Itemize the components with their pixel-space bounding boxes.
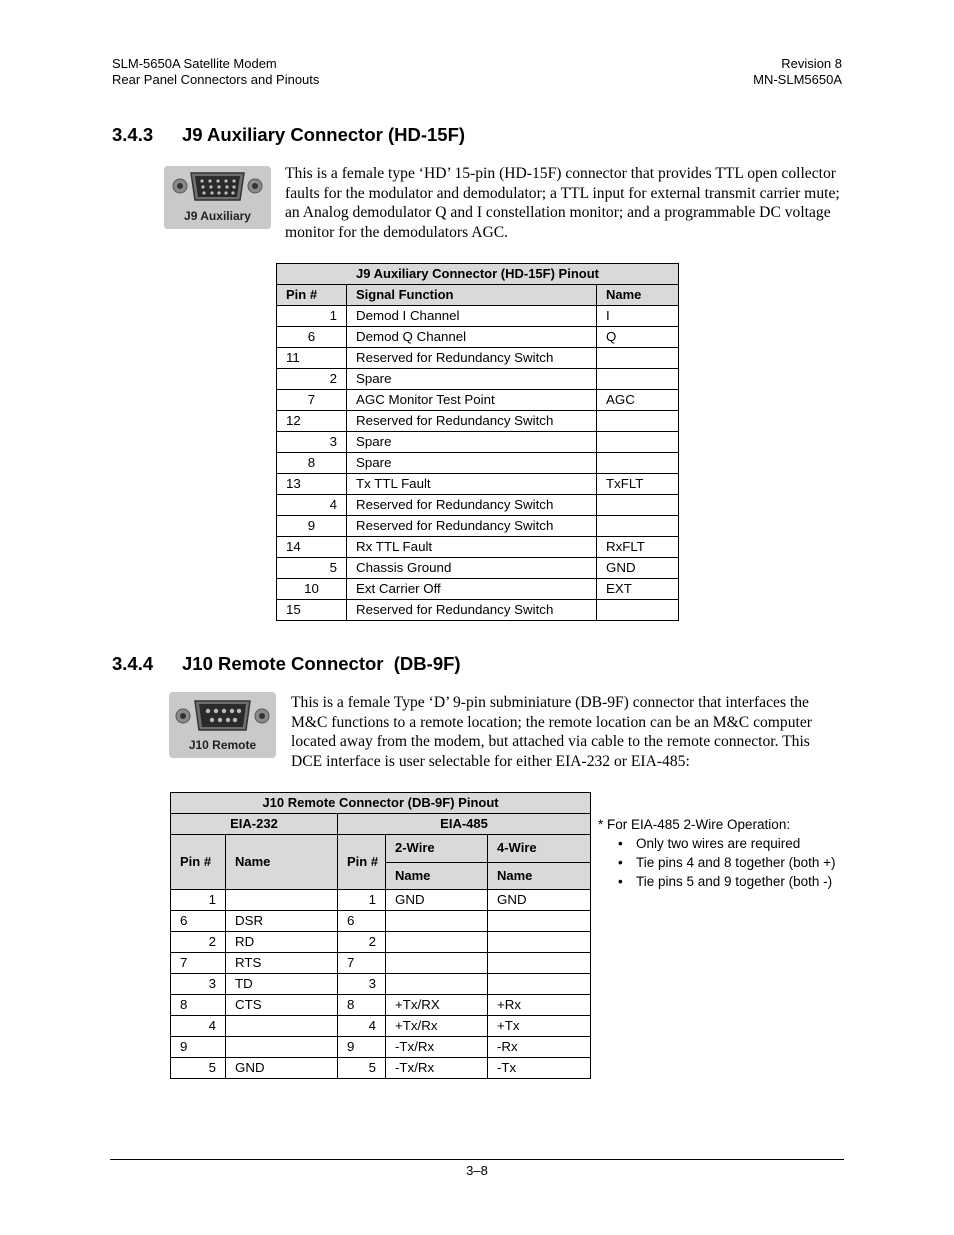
name-cell: Q [597,327,679,348]
table-row [171,890,591,911]
bullet-icon: • [618,855,623,870]
bullet-icon: • [618,836,623,851]
pin232-cell: 5 [171,1058,226,1079]
name232-cell: DSR [226,911,338,932]
pin-cell: 2 [277,369,347,390]
table-header-row [277,285,679,306]
section-heading-j9 [112,124,465,146]
table-row [171,1037,591,1058]
pin-cell: 11 [277,348,347,369]
j10-description: This is a female Type ‘D’ 9-pin subminiature (DB-9F) connector that interfaces the M&C functions to a remote location; the remote location can be an M&C computer located away from the modem, but attached via cable to the remote connector. This DCE interface is user selectable for either EIA-232 or EIA-485: [291,694,812,770]
col-header-pin: Pin # [277,285,347,306]
pin-cell: 7 [277,390,347,411]
name-cell: I [597,306,679,327]
list-item-text: Tie pins 5 and 9 together (both -) [636,874,833,889]
col-header-name-232: Name [226,835,338,890]
wire4-cell [488,911,591,932]
table-row [171,1016,591,1037]
name-cell [597,495,679,516]
table-row [277,411,679,432]
section-title: J10 Remote Connector (DB-9F) [182,653,461,674]
header-product-title: SLM-5650A Satellite Modem [112,56,277,71]
wire4-cell [488,932,591,953]
table-row [171,974,591,995]
wire2-cell [386,932,488,953]
col-header-pin-485: Pin # [338,835,386,890]
pin485-cell: 6 [338,911,386,932]
table-row [277,495,679,516]
function-cell: Chassis Ground [347,558,597,579]
pin-cell: 12 [277,411,347,432]
header-manual-number: MN-SLM5650A [753,72,842,87]
name232-cell [226,890,338,911]
wire2-cell: +Tx/RX [386,995,488,1016]
pin485-cell: 5 [338,1058,386,1079]
table-caption: J10 Remote Connector (DB-9F) Pinout [171,793,591,814]
wire4-cell [488,974,591,995]
wire4-cell: +Tx [488,1016,591,1037]
table-row [277,306,679,327]
col-header-signal-function: Signal Function [347,285,597,306]
j9-connector-photo [164,166,271,229]
col-header-2wire: 2-Wire [386,835,488,863]
wire2-cell: +Tx/Rx [386,1016,488,1037]
page-header-left [112,56,319,88]
j9-photo-label: J9 Auxiliary [184,209,251,223]
function-cell: AGC Monitor Test Point [347,390,597,411]
wire4-cell [488,953,591,974]
section-number: 3.4.4 [112,653,154,674]
page-header-right [753,56,842,88]
name232-cell: GND [226,1058,338,1079]
name-cell: GND [597,558,679,579]
table-row [277,453,679,474]
wire2-cell [386,953,488,974]
table-caption: J9 Auxiliary Connector (HD-15F) Pinout [277,264,679,285]
pin-cell: 15 [277,600,347,621]
j9-description: This is a female type ‘HD’ 15-pin (HD-15F) connector that provides TTL open collector faults for the modulator and demodulator; a TTL input for external transmit carrier mute; an Analog demodulator Q and I constellation monitor; and a programmable DC voltage monitor for the demodulators AGC. [285,165,840,241]
header-revision: Revision 8 [781,56,842,71]
pin-cell: 14 [277,537,347,558]
wire2-cell: GND [386,890,488,911]
name-cell [597,600,679,621]
pin232-cell: 4 [171,1016,226,1037]
col-header-pin-232: Pin # [171,835,226,890]
bullet-icon: • [618,874,623,889]
pin485-cell: 7 [338,953,386,974]
group-header-eia232: EIA-232 [171,814,338,835]
name-cell [597,411,679,432]
name-cell: AGC [597,390,679,411]
table-row [277,369,679,390]
name232-cell: RTS [226,953,338,974]
pin232-cell: 1 [171,890,226,911]
pin-cell: 6 [277,327,347,348]
table-row [277,579,679,600]
col-header-4wire: 4-Wire [488,835,591,863]
wire4-cell: +Rx [488,995,591,1016]
wire4-cell: GND [488,890,591,911]
function-cell: Tx TTL Fault [347,474,597,495]
function-cell: Spare [347,432,597,453]
table-row [171,911,591,932]
j10-photo-label: J10 Remote [188,738,257,752]
name-cell: TxFLT [597,474,679,495]
pin-cell: 4 [277,495,347,516]
table-row [171,932,591,953]
pin-cell: 8 [277,453,347,474]
name-cell [597,516,679,537]
pin485-cell: 3 [338,974,386,995]
j10-pinout-table [170,792,591,1079]
pin-cell: 3 [277,432,347,453]
pin-cell: 13 [277,474,347,495]
wire2-cell [386,911,488,932]
header-chapter-title: Rear Panel Connectors and Pinouts [112,72,320,87]
table-caption-row [171,793,591,814]
function-cell: Reserved for Redundancy Switch [347,348,597,369]
note-title: * For EIA-485 2-Wire Operation: [598,817,791,832]
function-cell: Reserved for Redundancy Switch [347,600,597,621]
function-cell: Spare [347,369,597,390]
table-row [277,474,679,495]
wire2-cell: -Tx/Rx [386,1058,488,1079]
section-title: J9 Auxiliary Connector (HD-15F) [182,124,466,145]
function-cell: Demod I Channel [347,306,597,327]
table-row [277,537,679,558]
col-header-name-2wire: Name [386,862,488,890]
list-item [598,834,848,853]
name232-cell: RD [226,932,338,953]
list-item [598,872,848,891]
name-cell: EXT [597,579,679,600]
list-item [598,853,848,872]
table-row [277,516,679,537]
col-header-name: Name [597,285,679,306]
wire2-cell: -Tx/Rx [386,1037,488,1058]
section-heading-j10 [112,653,461,675]
pin232-cell: 3 [171,974,226,995]
table-row [171,953,591,974]
name232-cell [226,1037,338,1058]
function-cell: Spare [347,453,597,474]
function-cell: Reserved for Redundancy Switch [347,411,597,432]
name232-cell: CTS [226,995,338,1016]
table-row [277,600,679,621]
pin232-cell: 6 [171,911,226,932]
wire4-cell: -Tx [488,1058,591,1079]
function-cell: Reserved for Redundancy Switch [347,516,597,537]
name232-cell: TD [226,974,338,995]
pin485-cell: 8 [338,995,386,1016]
section-number: 3.4.3 [112,124,154,145]
table-row [171,995,591,1016]
pin-cell: 10 [277,579,347,600]
list-item-text: Tie pins 4 and 8 together (both +) [636,855,836,870]
name-cell [597,453,679,474]
pin232-cell: 7 [171,953,226,974]
eia485-note [598,815,848,891]
name-cell: RxFLT [597,537,679,558]
pin-cell: 5 [277,558,347,579]
pin485-cell: 1 [338,890,386,911]
note-list [598,834,848,891]
table-caption-row [277,264,679,285]
pin-cell: 9 [277,516,347,537]
page-number: 3–8 [466,1163,488,1178]
name-cell [597,348,679,369]
list-item-text: Only two wires are required [636,836,801,851]
col-header-name-4wire: Name [488,862,591,890]
table-header-row [171,835,591,863]
table-row [171,1058,591,1079]
table-group-row [171,814,591,835]
name-cell [597,432,679,453]
function-cell: Ext Carrier Off [347,579,597,600]
pin485-cell: 2 [338,932,386,953]
group-header-eia485: EIA-485 [338,814,591,835]
pin232-cell: 8 [171,995,226,1016]
name-cell [597,369,679,390]
table-row [277,327,679,348]
pin232-cell: 9 [171,1037,226,1058]
table-row [277,390,679,411]
function-cell: Demod Q Channel [347,327,597,348]
function-cell: Rx TTL Fault [347,537,597,558]
j9-pinout-table [276,263,679,621]
pin232-cell: 2 [171,932,226,953]
table-row [277,432,679,453]
wire2-cell [386,974,488,995]
table-row [277,348,679,369]
wire4-cell: -Rx [488,1037,591,1058]
pin485-cell: 9 [338,1037,386,1058]
j10-connector-photo [169,692,276,758]
pin-cell: 1 [277,306,347,327]
footer-divider [110,1159,844,1160]
name232-cell [226,1016,338,1037]
function-cell: Reserved for Redundancy Switch [347,495,597,516]
table-row [277,558,679,579]
pin485-cell: 4 [338,1016,386,1037]
